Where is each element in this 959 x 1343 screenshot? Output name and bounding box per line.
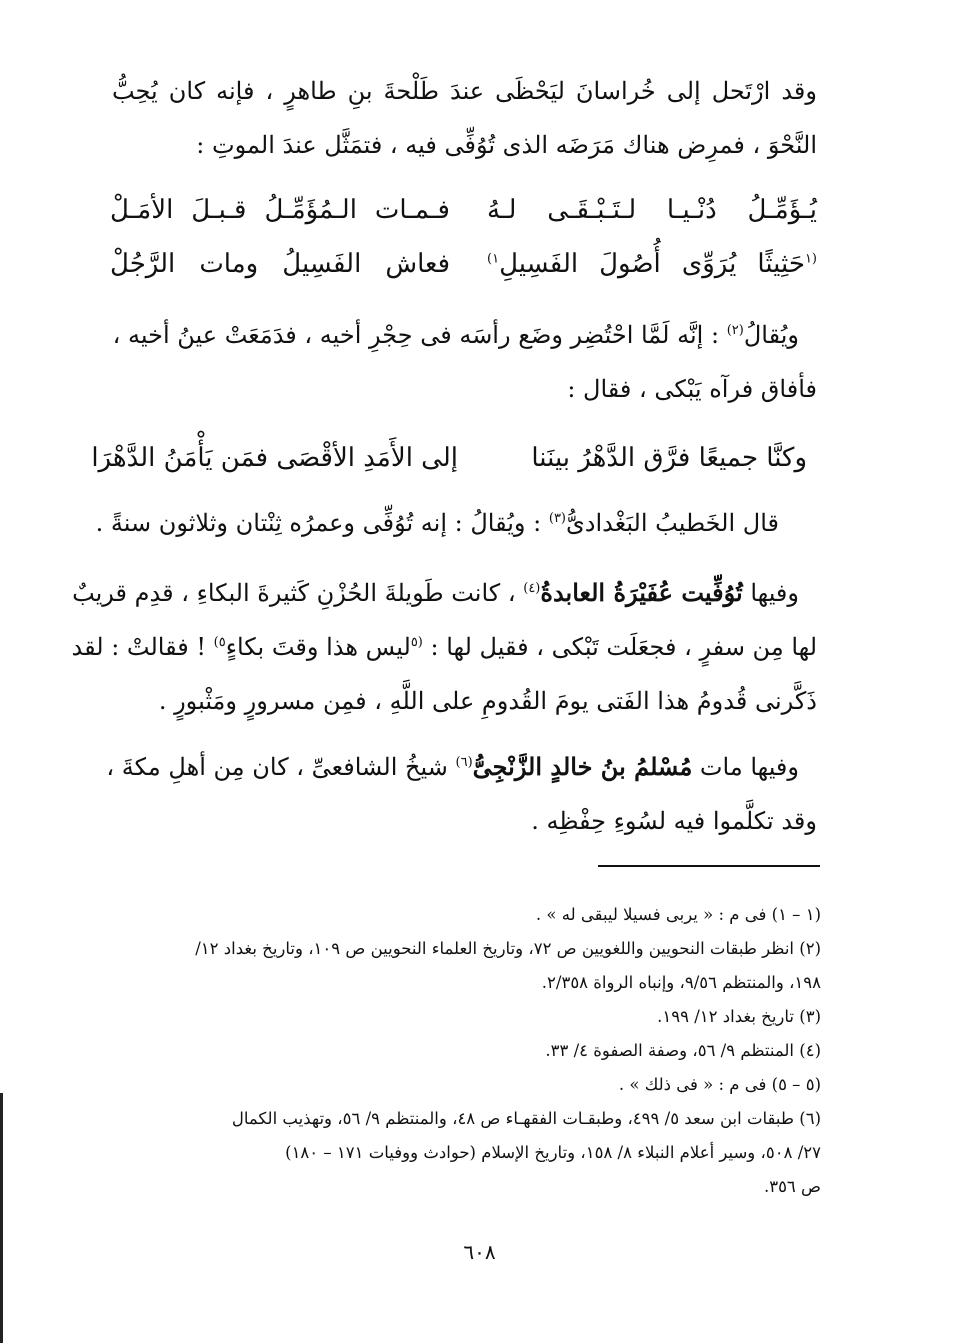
- p5-text-a: وفيها مات: [692, 753, 799, 781]
- paragraph-4-line-3: ذَكَّرنى قُدومُ هذا الفَتى يومَ القُدومِ على اللَّهِ ، فمِن مسرورٍ ومَثْبورٍ .: [158, 687, 817, 715]
- paragraph-3: [95, 506, 779, 540]
- p5-text-b: شيخُ الشافعىِّ ، كان مِن أهلِ مكةَ ،: [106, 753, 456, 781]
- p2-text-b: : إنَّه لَمَّا احْتُضِر وضَع رأسَه فى حِجْرِ أخيه ، فدَمَعَتْ عينُ أخيه ،: [112, 321, 727, 349]
- variant-open-mark: (١: [804, 251, 817, 267]
- p4-name-bold: تُوُفِّيت عُفَيْرَةُ العابدةُ: [540, 578, 743, 607]
- footnote-5: (٥ – ٥) فى م : « فى ذلك » .: [618, 1075, 821, 1094]
- verse-2-second-hemistich: فعاش الفَسِيلُ ومات الرَّجُلْ: [110, 249, 450, 279]
- paragraph-4-line-2: [71, 630, 817, 664]
- footnote-6-cont-2: ص ٣٥٦.: [763, 1177, 821, 1196]
- paragraph-4-line-1: [72, 576, 799, 610]
- footnote-ref-6: (٦): [455, 755, 473, 770]
- p3-text-b: : ويُقالُ : إنه تُوُفِّى وعمرُه ثِنْتان وثلاثون سنةً .: [95, 509, 549, 537]
- verse-2-first-hemistich: [487, 246, 817, 282]
- paragraph-5-line-2: وقد تكلَّموا فيه لسُوءِ حِفْظِه .: [531, 807, 817, 835]
- paragraph-1-line-2: النَّحْوَ ، فمرِض هناك مَرَضَه الذى تُوُفِّى فيه ، فتمَثَّل عندَ الموتِ :: [196, 131, 817, 159]
- p4-quote: ليس هذا وقتَ بكاءٍ: [225, 633, 411, 661]
- footnote-2-cont: ١٩٨، والمنتظم ٩/٥٦، وإنباه الرواة ٢/٣٥٨.: [541, 973, 821, 992]
- scan-edge-mark: [0, 1093, 3, 1343]
- p4-text-b: ، كانت طَويلةَ الحُزْنِ كَثيرةَ البكاءِ ، قدِم قريبٌ: [72, 579, 524, 607]
- footnote-ref-3: (٣): [548, 511, 566, 526]
- footnote-3: (٣) تاريخ بغداد ١٢/ ١٩٩.: [657, 1007, 821, 1026]
- footnote-2: (٢) انظر طبقات النحويين واللغويين ص ٧٢، وتاريخ العلماء النحويين ص ١٠٩، وتاريخ بغداد ١٢/: [195, 939, 821, 958]
- variant-close-mark: ١): [487, 251, 500, 267]
- footnote-1: (١ – ١) فى م : « يربى فسيلا ليبقى له » .: [535, 905, 821, 924]
- p5-name-bold: مُسْلمُ بنُ خالدٍ الزَّنْجِىُّ: [472, 752, 693, 781]
- footnote-4: (٤) المنتظم ٩/ ٥٦، وصفة الصفوة ٤/ ٣٣.: [545, 1041, 821, 1060]
- footnote-separator: [598, 865, 820, 867]
- paragraph-5-line-1: [106, 750, 799, 784]
- variant-mark-5-open: (٥: [410, 635, 423, 650]
- footnote-ref-4: (٤): [523, 581, 541, 596]
- verse-3-first-hemistich: وكنَّا جميعًا فرَّق الدَّهْرُ بينَنا: [531, 443, 807, 473]
- p3-text-a: قال الخَطيبُ البَغْدادىُّ: [566, 509, 779, 537]
- page-number: ٦٠٨: [463, 1240, 496, 1264]
- paragraph-2-line-2: فأفاق فرآه يَبْكى ، فقال :: [567, 375, 817, 403]
- verse-3-second-hemistich: إلى الأَمَدِ الأقْصَى فمَن يَأْمَنُ الدَّهْرَا: [91, 443, 458, 473]
- p4-text-a: وفيها: [742, 579, 799, 607]
- verse-1-first-hemistich: يُـؤَمِّـلُ دُنْـيـا لـتَـبْـقَـى لـهُ: [487, 195, 817, 225]
- footnote-6-cont: ٢٧/ ٥٠٨، وسير أعلام النبلاء ٨/ ١٥٨، وتاريخ الإسلام (حوادث ووفيات ١٧١ – ١٨٠): [285, 1143, 821, 1162]
- paragraph-2-line-1: [112, 318, 799, 352]
- footnote-ref-2: (٢): [726, 323, 744, 338]
- footnote-6: (٦) طبقات ابن سعد ٥/ ٤٩٩، وطبقـات الفقهـاء ص ٤٨، والمنتظم ٩/ ٥٦، وتهذيب الكمال: [231, 1109, 821, 1128]
- variant-mark-5-close: ٥): [213, 635, 226, 650]
- verse-2-first-text: حَثِيثًا يُرَوِّى أُصُولَ الفَسِيلِ: [499, 249, 805, 279]
- p4-text-d: ! فقالتْ : لقد: [71, 633, 214, 661]
- verse-1-second-hemistich: فـمـات الـمُؤَمِّـلُ قـبـلَ الأمَـلْ: [110, 195, 450, 225]
- paragraph-1-line-1: وقد ارْتَحل إلى خُراسانَ ليَحْظَى عندَ طَلْحةَ بنِ طاهرٍ ، فإنه كان يُحِبُّ: [112, 77, 817, 105]
- p4-text-c: لها مِن سفرٍ ، فجعَلَت تَبْكى ، فقيل لها :: [422, 633, 817, 661]
- p2-text-a: ويُقالُ: [743, 321, 799, 349]
